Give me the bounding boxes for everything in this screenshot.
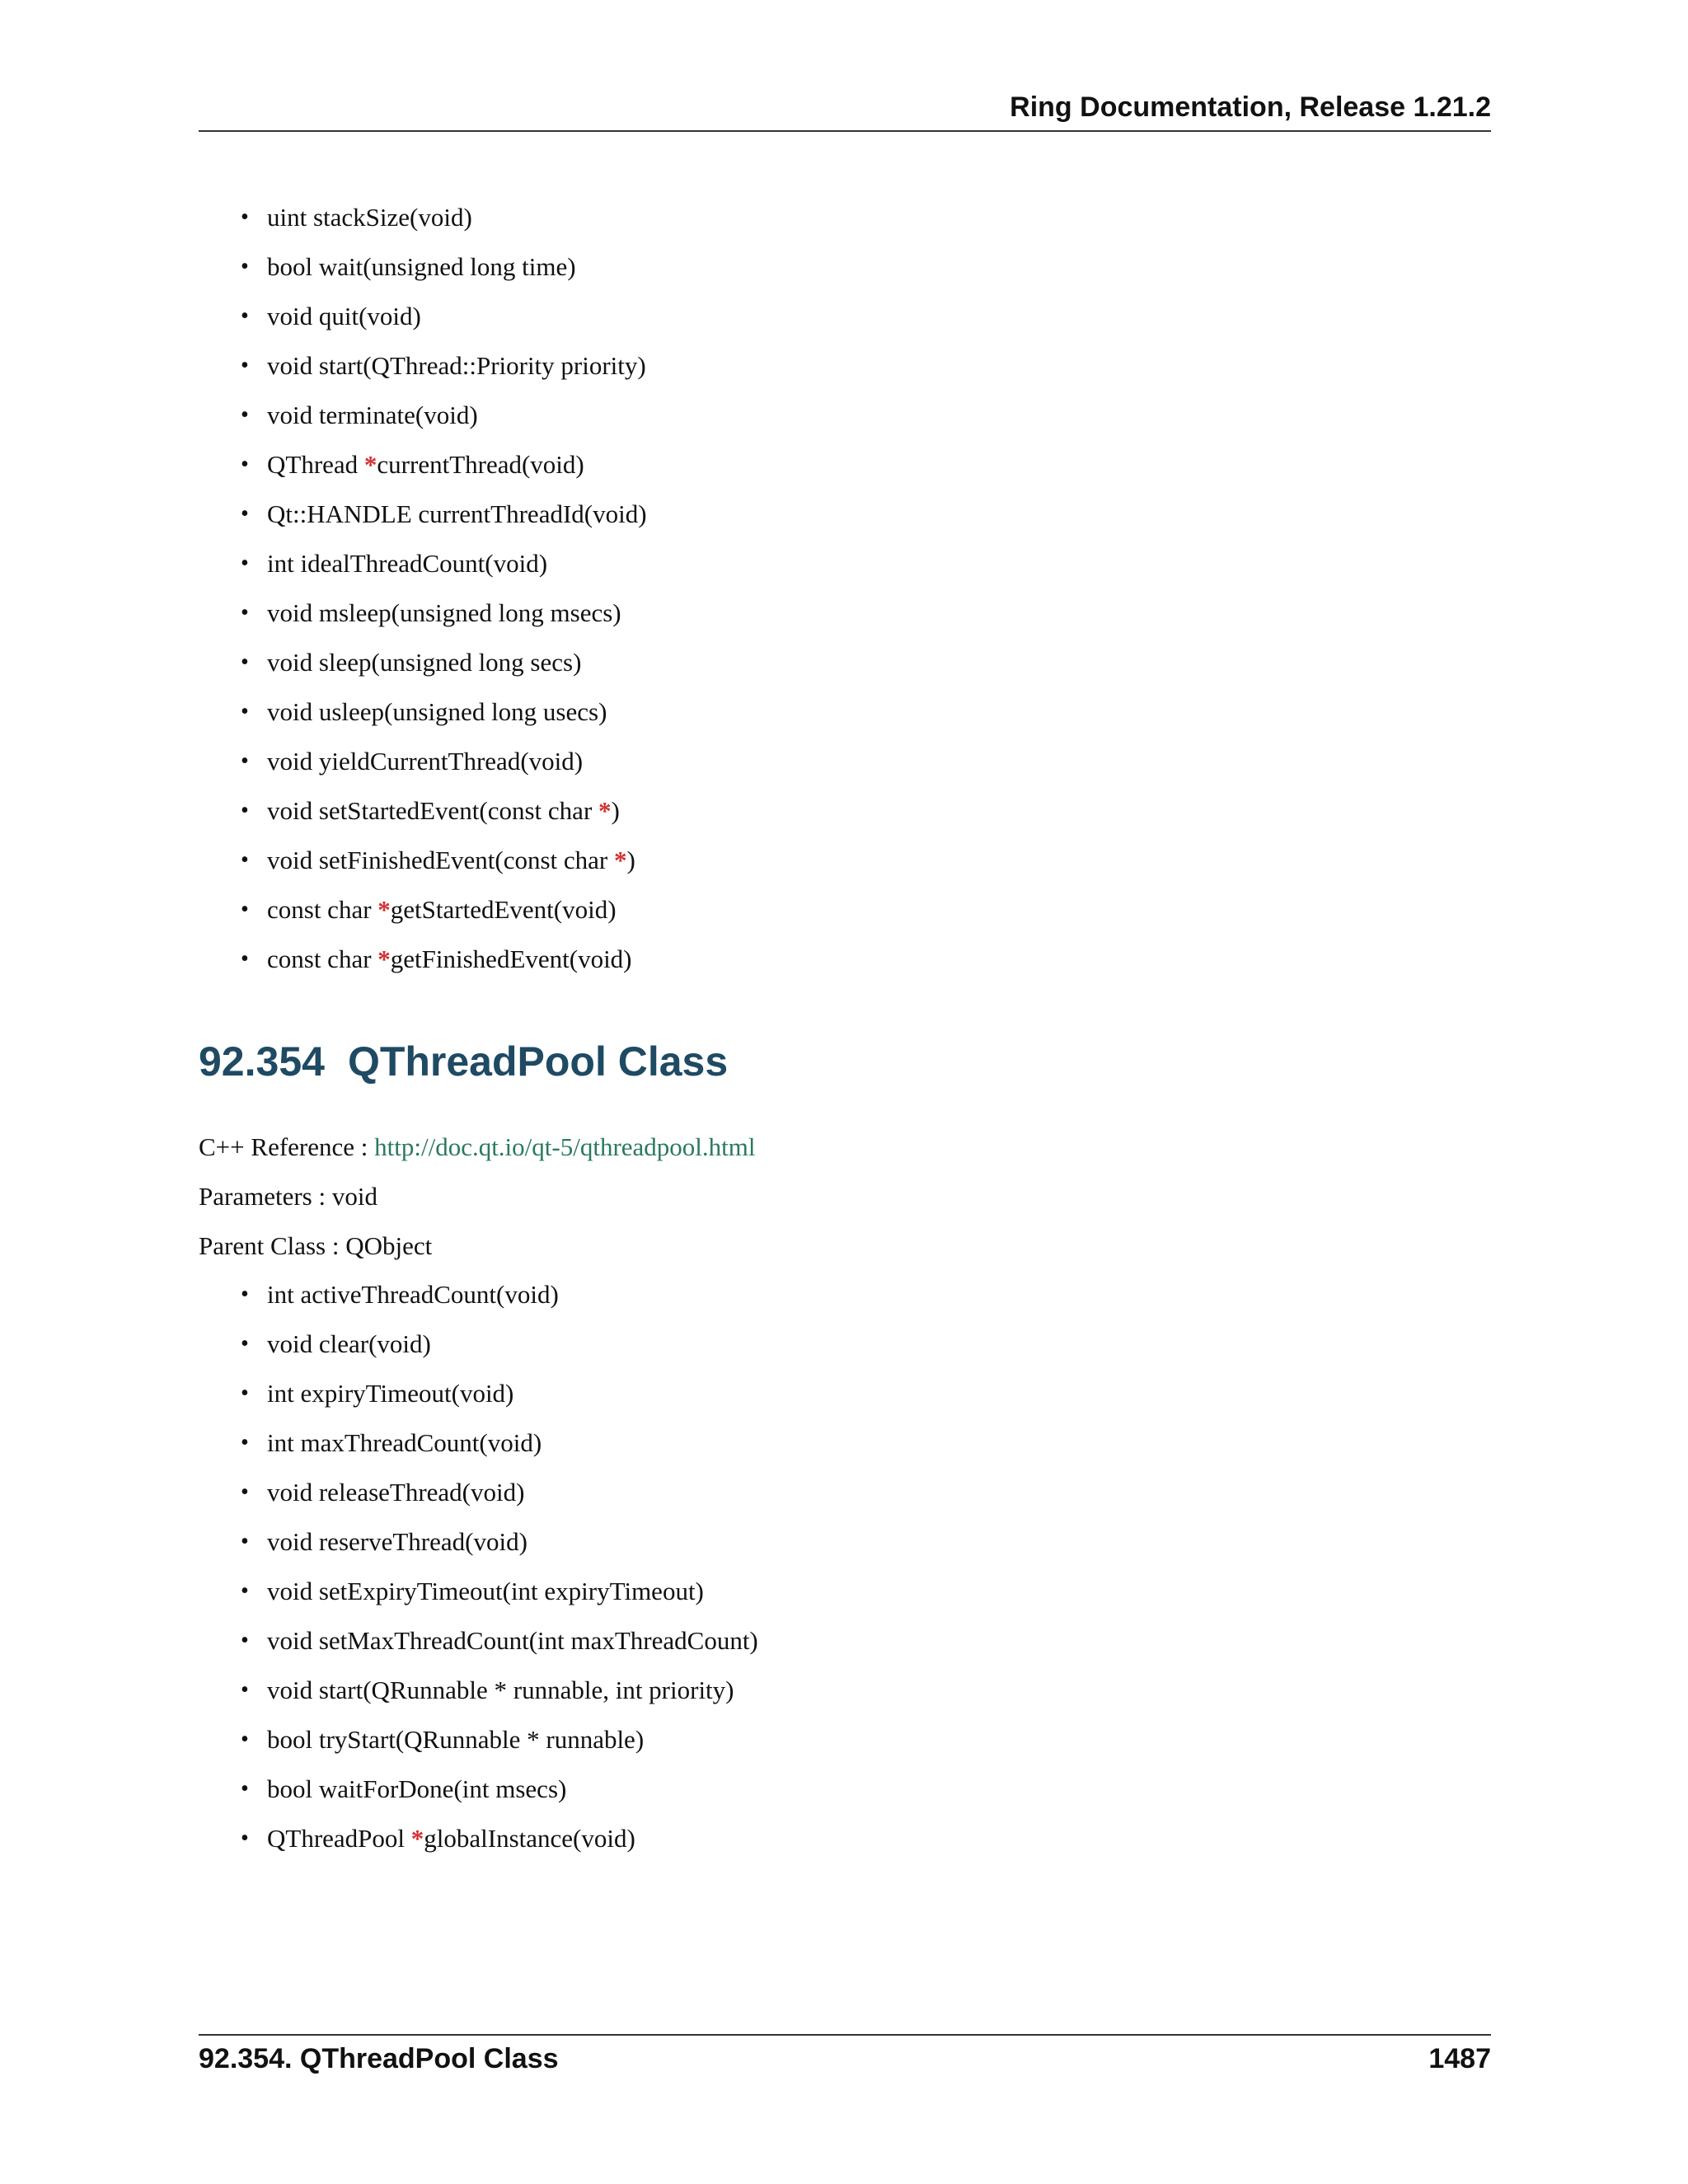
- bullet-icon: •: [241, 1727, 249, 1752]
- method-text: void setStartedEvent(const char: [267, 796, 599, 825]
- footer-divider: [199, 2034, 1491, 2036]
- pointer-asterisk: *: [410, 1824, 424, 1853]
- method-text: const char: [267, 944, 378, 973]
- method-text: int expiryTimeout(void): [267, 1379, 514, 1408]
- method-text: uint stackSize(void): [267, 203, 472, 232]
- pointer-asterisk: *: [614, 846, 627, 874]
- bullet-icon: •: [241, 798, 249, 823]
- method-item: [239, 292, 647, 341]
- bullet-icon: •: [241, 1628, 249, 1653]
- method-item: [239, 1468, 758, 1517]
- bullet-icon: •: [241, 1529, 249, 1554]
- method-text-suffix: currentThread(void): [377, 450, 584, 479]
- bullet-icon: •: [241, 1578, 249, 1604]
- method-item: [239, 1666, 758, 1715]
- method-item: [239, 193, 647, 242]
- method-item: [239, 242, 647, 292]
- method-text: void releaseThread(void): [267, 1478, 525, 1507]
- method-text: void yieldCurrentThread(void): [267, 747, 584, 776]
- method-text-suffix: getFinishedEvent(void): [390, 944, 632, 973]
- method-text: Qt::HANDLE currentThreadId(void): [267, 499, 647, 528]
- method-text: bool tryStart(QRunnable * runnable): [267, 1725, 645, 1754]
- bullet-icon: •: [241, 1825, 249, 1851]
- section-heading: [199, 1030, 728, 1093]
- method-text: bool waitForDone(int msecs): [267, 1774, 567, 1803]
- method-text-suffix: getStartedEvent(void): [390, 895, 617, 924]
- bullet-icon: •: [241, 699, 249, 724]
- method-item: [239, 737, 647, 786]
- method-item: [239, 786, 647, 836]
- bullet-icon: •: [241, 1479, 249, 1505]
- bullet-icon: •: [241, 847, 249, 873]
- cpp-reference-link[interactable]: http://doc.qt.io/qt-5/qthreadpool.html: [374, 1132, 756, 1161]
- method-text: const char: [267, 895, 378, 924]
- method-item: [239, 490, 647, 539]
- bullet-icon: •: [241, 600, 249, 626]
- bullet-icon: •: [241, 1380, 249, 1406]
- cpp-reference-label: C++ Reference :: [199, 1132, 375, 1161]
- method-text: void quit(void): [267, 302, 421, 330]
- method-item: [239, 885, 647, 935]
- method-item: [239, 1715, 758, 1765]
- method-item: [239, 687, 647, 737]
- pointer-asterisk: *: [377, 944, 391, 973]
- bullet-icon: •: [241, 1677, 249, 1703]
- parent-class-line: Parent Class : QObject: [199, 1231, 433, 1260]
- bullet-icon: •: [241, 204, 249, 230]
- method-item: [239, 1517, 758, 1567]
- bullet-icon: •: [241, 402, 249, 428]
- method-text: int idealThreadCount(void): [267, 549, 548, 578]
- method-item: [239, 836, 647, 885]
- method-text-suffix: ): [611, 796, 620, 825]
- method-text: QThreadPool: [267, 1824, 411, 1853]
- method-text: int maxThreadCount(void): [267, 1428, 542, 1457]
- qthread-method-list: [239, 193, 647, 984]
- section-title: QThreadPool Class: [347, 1038, 729, 1085]
- parameters-line: Parameters : void: [199, 1182, 377, 1211]
- method-item: [239, 1369, 758, 1418]
- page-number: 1487: [1428, 2043, 1491, 2074]
- method-item: [239, 1270, 758, 1319]
- bullet-icon: •: [241, 1282, 249, 1307]
- page-footer: [199, 2042, 1491, 2075]
- method-text: int activeThreadCount(void): [267, 1280, 559, 1309]
- method-text: void terminate(void): [267, 401, 478, 429]
- method-item: [239, 539, 647, 588]
- pointer-asterisk: *: [363, 450, 377, 479]
- method-text: void sleep(unsigned long secs): [267, 648, 582, 677]
- header-divider: [199, 130, 1491, 132]
- running-header: Ring Documentation, Release 1.21.2: [1010, 91, 1491, 123]
- bullet-icon: •: [241, 897, 249, 922]
- method-text: void setMaxThreadCount(int maxThreadCount): [267, 1626, 758, 1655]
- bullet-icon: •: [241, 254, 249, 279]
- pointer-asterisk: *: [598, 796, 612, 825]
- bullet-icon: •: [241, 501, 249, 527]
- method-item: [239, 1616, 758, 1666]
- method-item: [239, 341, 647, 391]
- method-item: [239, 440, 647, 490]
- method-text: QThread: [267, 450, 364, 479]
- method-item: [239, 935, 647, 984]
- bullet-icon: •: [241, 649, 249, 675]
- bullet-icon: •: [241, 946, 249, 972]
- method-text: void start(QThread::Priority priority): [267, 351, 646, 380]
- method-item: [239, 1814, 758, 1863]
- method-item: [239, 1319, 758, 1369]
- bullet-icon: •: [241, 551, 249, 576]
- method-item: [239, 638, 647, 687]
- method-text: void setFinishedEvent(const char: [267, 846, 614, 874]
- method-text-suffix: ): [626, 846, 635, 874]
- cpp-reference: [199, 1122, 756, 1172]
- method-text: void setExpiryTimeout(int expiryTimeout): [267, 1577, 704, 1605]
- method-item: [239, 391, 647, 440]
- bullet-icon: •: [241, 1430, 249, 1455]
- method-item: [239, 588, 647, 638]
- method-item: [239, 1765, 758, 1814]
- method-text: bool wait(unsigned long time): [267, 252, 576, 281]
- method-text: void reserveThread(void): [267, 1527, 528, 1556]
- bullet-icon: •: [241, 353, 249, 378]
- method-item: [239, 1567, 758, 1616]
- method-text-suffix: globalInstance(void): [424, 1824, 635, 1853]
- method-item: [239, 1418, 758, 1468]
- pointer-asterisk: *: [377, 895, 391, 924]
- bullet-icon: •: [241, 748, 249, 774]
- qthreadpool-method-list: [239, 1270, 758, 1863]
- bullet-icon: •: [241, 1331, 249, 1357]
- method-text: void start(QRunnable * runnable, int priority): [267, 1675, 734, 1704]
- section-number: 92.354: [199, 1038, 325, 1085]
- bullet-icon: •: [241, 303, 249, 329]
- footer-section-label: 92.354. QThreadPool Class: [199, 2043, 559, 2074]
- method-text: void clear(void): [267, 1329, 431, 1358]
- bullet-icon: •: [241, 452, 249, 477]
- bullet-icon: •: [241, 1776, 249, 1802]
- method-text: void usleep(unsigned long usecs): [267, 697, 607, 726]
- method-text: void msleep(unsigned long msecs): [267, 598, 621, 627]
